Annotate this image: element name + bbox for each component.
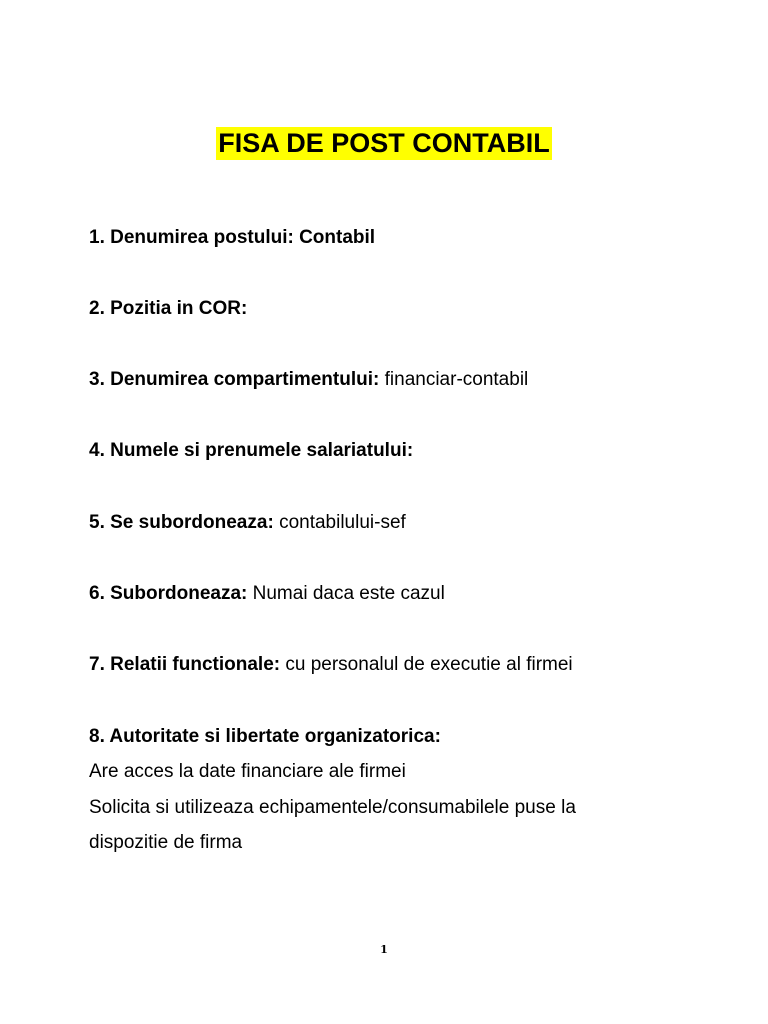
item-department <box>89 368 528 392</box>
item-value: cu personalul de executie al firmei <box>285 654 573 675</box>
item-label: 5. Se subordoneaza: <box>89 512 274 533</box>
item-label: 4. Numele si prenumele salariatului: <box>89 440 414 461</box>
item-label: 3. Denumirea compartimentului: <box>89 369 380 390</box>
item-job-title <box>89 226 375 250</box>
authority-line: Solicita si utilizeaza echipamentele/consumabilele puse la <box>89 797 576 818</box>
item-subordinates <box>89 582 445 606</box>
item-employee-name <box>89 439 413 463</box>
item-label: 6. Subordoneaza: <box>89 583 248 604</box>
item-authority <box>89 725 441 749</box>
item-label: 1. Denumirea postului: Contabil <box>89 227 376 248</box>
title-container <box>0 127 768 160</box>
authority-line: dispozitie de firma <box>89 832 243 853</box>
item-label: 2. Pozitia in COR: <box>89 298 248 319</box>
item-value: Numai daca este cazul <box>252 583 445 604</box>
item-reports-to <box>89 511 406 535</box>
page-title: FISA DE POST CONTABIL <box>218 128 550 158</box>
item-label: 8. Autoritate si libertate organizatorica: <box>89 726 441 747</box>
item-value: contabilului-sef <box>279 512 406 533</box>
page-number: 1 <box>380 943 388 956</box>
item-label: 7. Relatii functionale: <box>89 654 281 675</box>
authority-line: Are acces la date financiare ale firmei <box>89 761 406 782</box>
item-functional-relations <box>89 653 573 677</box>
item-cor-position <box>89 297 247 321</box>
item-value: financiar-contabil <box>384 369 529 390</box>
